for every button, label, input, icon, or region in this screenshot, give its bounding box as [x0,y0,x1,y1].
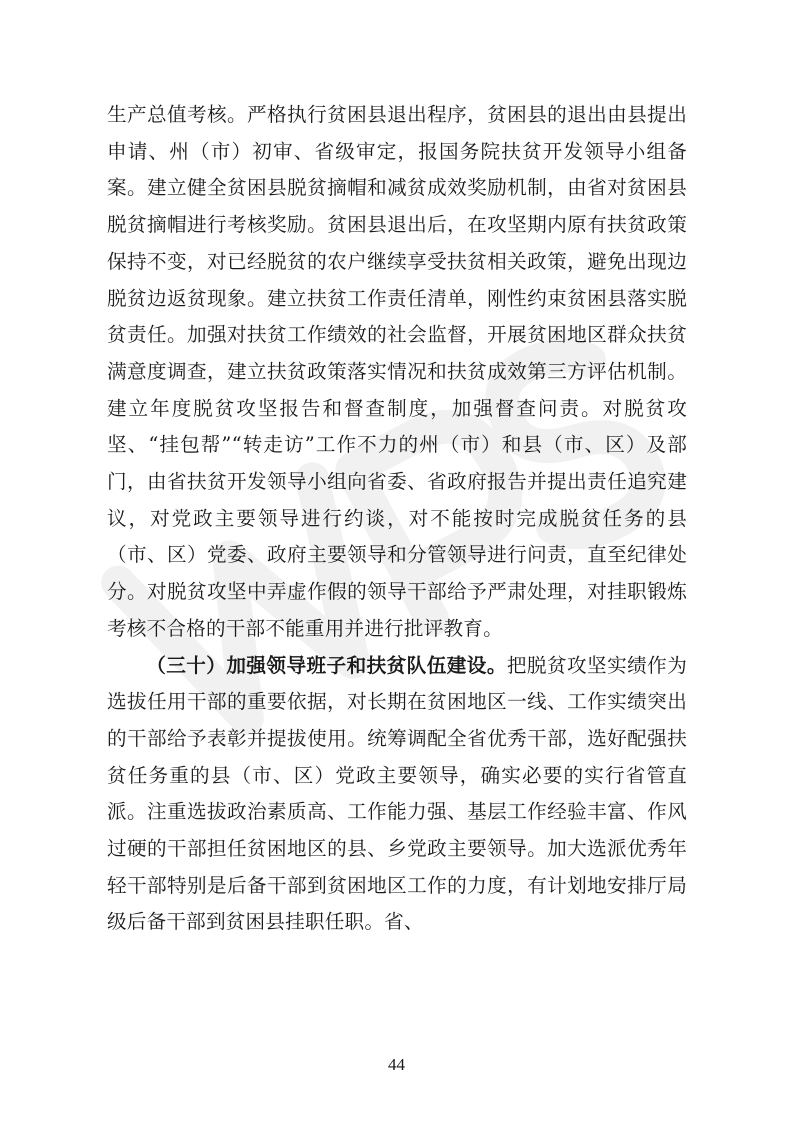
document-body [107,97,687,941]
paragraph-1: 生产总值考核。严格执行贫困县退出程序，贫困县的退出由县提出申请、州（市）初审、省级审定，报国务院扶贫开发领导小组备案。建立健全贫困县脱贫摘帽和减贫成效奖励机制，由省对贫困县脱贫摘帽进行考核奖励。贫困县退出后，在攻坚期内原有扶贫政策保持不变，对已经脱贫的农户继续享受扶贫相关政策，避免出现边脱贫边返贫现象。建立扶贫工作责任清单，刚性约束贫困县落实脱贫责任。加强对扶贫工作绩效的社会监督，开展贫困地区群众扶贫满意度调查，建立扶贫政策落实情况和扶贫成效第三方评估机制。建立年度脱贫攻坚报告和督查制度，加强督查问责。对脱贫攻坚、“挂包帮”“转走访”工作不力的州（市）和县（市、区）及部门，由省扶贫开发领导小组向省委、省政府报告并提出责任追究建议，对党政主要领导进行约谈，对不能按时完成脱贫任务的县（市、区）党委、政府主要领导和分管领导进行问责，直至纪律处分。对脱贫攻坚中弄虚作假的领导干部给予严肃处理，对挂职锻炼考核不合格的干部不能重用并进行批评教育。 [107,103,687,640]
paragraph-2-body: 把脱贫攻坚实绩作为选拔任用干部的重要依据，对长期在贫困地区一线、工作实绩突出的干部给予表彰并提拔使用。统筹调配全省优秀干部，选好配强扶贫任务重的县（市、区）党政主要领导，确实必要的实行省管直派。注重选拔政治素质高、工作能力强、基层工作经验丰富、作风过硬的干部担任贫困地区的县、乡党政主要领导。加大选派优秀年轻干部特别是后备干部到贫困地区工作的力度，有计划地安排厅局级后备干部到贫困县挂职任职。省、 [107,653,687,934]
section-heading-30: （三十）加强领导班子和扶贫队伍建设。 [146,653,507,677]
paragraph-2 [107,648,687,942]
page-number: 44 [388,1055,405,1074]
